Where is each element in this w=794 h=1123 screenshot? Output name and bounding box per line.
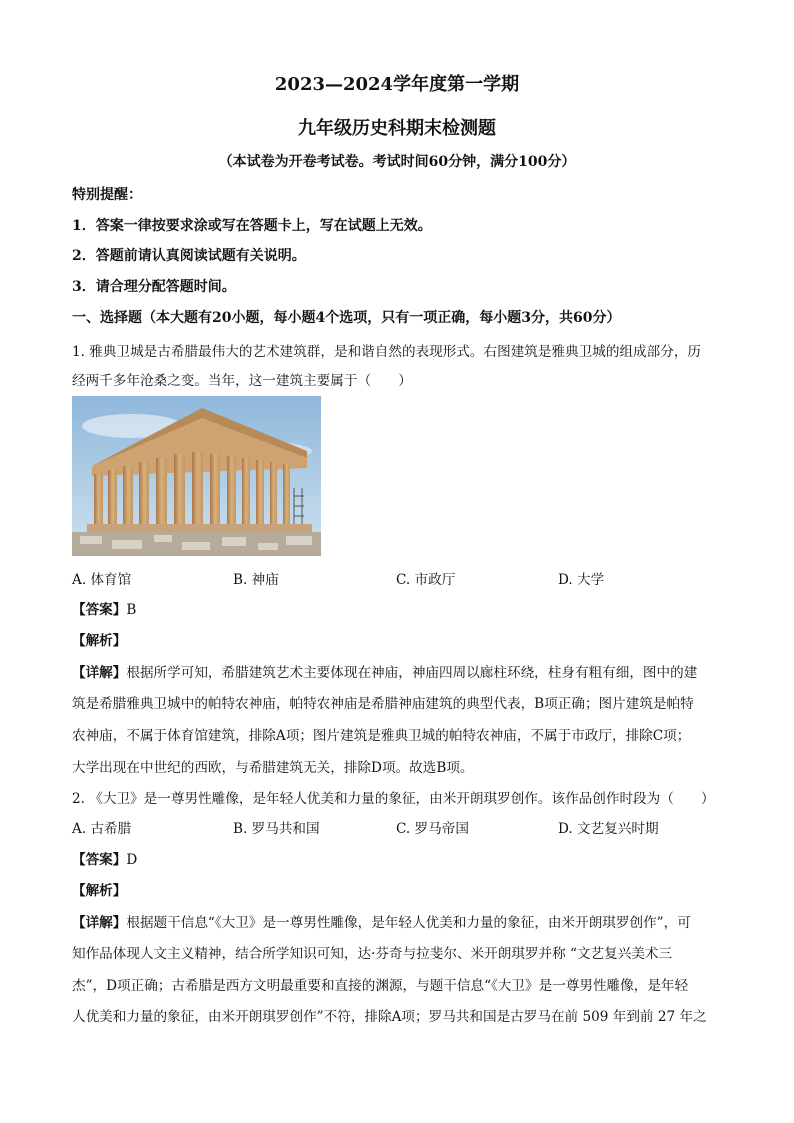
option-d: D. 大学: [558, 572, 605, 588]
answer-line: [72, 598, 136, 618]
section-heading: 一、选择题（本大题有20小题，每小题4个选项，只有一项正确，每小题3分，共60分）: [72, 310, 621, 326]
question-1-stem: 经两千多年沧桑之变。当年，这一建筑主要属于（ ）: [72, 373, 412, 389]
notice-item: 1．答案一律按要求涂或写在答题卡上，写在试题上无效。: [72, 218, 432, 234]
option-a: A. 古希腊: [72, 821, 132, 837]
detail-label: 【详解】: [72, 665, 127, 681]
option-c: C. 市政厅: [396, 572, 456, 588]
detail-text: 根据所学可知，希腊建筑艺术主要体现在神庙，神庙四周以廊柱环绕，柱身有粗有细，图中的建: [126, 665, 698, 681]
answer-value: B: [126, 602, 137, 618]
detail-text: 筑是希腊雅典卫城中的帕特农神庙，帕特农神庙是希腊神庙建筑的典型代表，B项正确；图片建筑是帕特: [72, 696, 694, 712]
analysis-label: 【解析】: [72, 883, 127, 899]
detail-label: 【详解】: [72, 915, 127, 931]
detail-text: 杰”，D项正确；古希腊是西方文明最重要和直接的渊源，与题干信息“《大卫》是一尊男性雕像，是年轻: [72, 978, 689, 994]
option-b: B. 罗马共和国: [233, 821, 320, 837]
analysis-label: 【解析】: [72, 633, 127, 649]
notice-item: 2．答题前请认真阅读试题有关说明。: [72, 248, 306, 264]
detail-text: 大学出现在中世纪的西欧，与希腊建筑无关，排除D项。故选B项。: [72, 760, 474, 776]
detail-text: 农神庙，不属于体育馆建筑，排除A项；图片建筑是雅典卫城的帕特农神庙，不属于市政厅，排除C项；: [72, 728, 691, 744]
question-2-stem: 2. 《大卫》是一尊男性雕像，是年轻人优美和力量的象征，由米开朗琪罗创作。该作品创作时段为（ ）: [72, 791, 715, 807]
exam-title-term: 2023—2024学年度第一学期: [274, 74, 520, 95]
parthenon-photo: [72, 396, 321, 556]
answer-value: D: [126, 852, 138, 868]
answer-line: [72, 848, 137, 868]
detail-line: [72, 911, 691, 931]
detail-text: 根据题干信息“《大卫》是一尊男性雕像，是年轻人优美和力量的象征，由米开朗琪罗创作”，可: [126, 915, 691, 931]
detail-line: [72, 661, 697, 681]
question-1-stem: 1. 雅典卫城是古希腊最伟大的艺术建筑群，是和谐自然的表现形式。右图建筑是雅典卫城的组成部分，历: [72, 344, 702, 360]
answer-label: 【答案】: [72, 852, 127, 868]
notice-heading: 特别提醒：: [72, 187, 142, 203]
option-c: C. 罗马帝国: [396, 821, 469, 837]
option-d: D. 文艺复兴时期: [558, 821, 659, 837]
notice-item: 3．请合理分配答题时间。: [72, 279, 236, 295]
parthenon-photo-icon: [72, 396, 321, 556]
option-a: A. 体育馆: [72, 572, 132, 588]
detail-text: 人优美和力量的象征，由米开朗琪罗创作”不符，排除A项；罗马共和国是古罗马在前 509 年到前 27 年之: [72, 1009, 707, 1025]
answer-label: 【答案】: [72, 602, 127, 618]
exam-subtitle: （本试卷为开卷考试卷。考试时间60分钟，满分100分）: [218, 154, 576, 170]
exam-title-subject: 九年级历史科期末检测题: [298, 118, 496, 139]
detail-text: 知作品体现人文主义精神，结合所学知识可知，达·芬奇与拉斐尔、米开朗琪罗并称 “文艺复兴美术三: [72, 946, 673, 962]
option-b: B. 神庙: [233, 572, 279, 588]
